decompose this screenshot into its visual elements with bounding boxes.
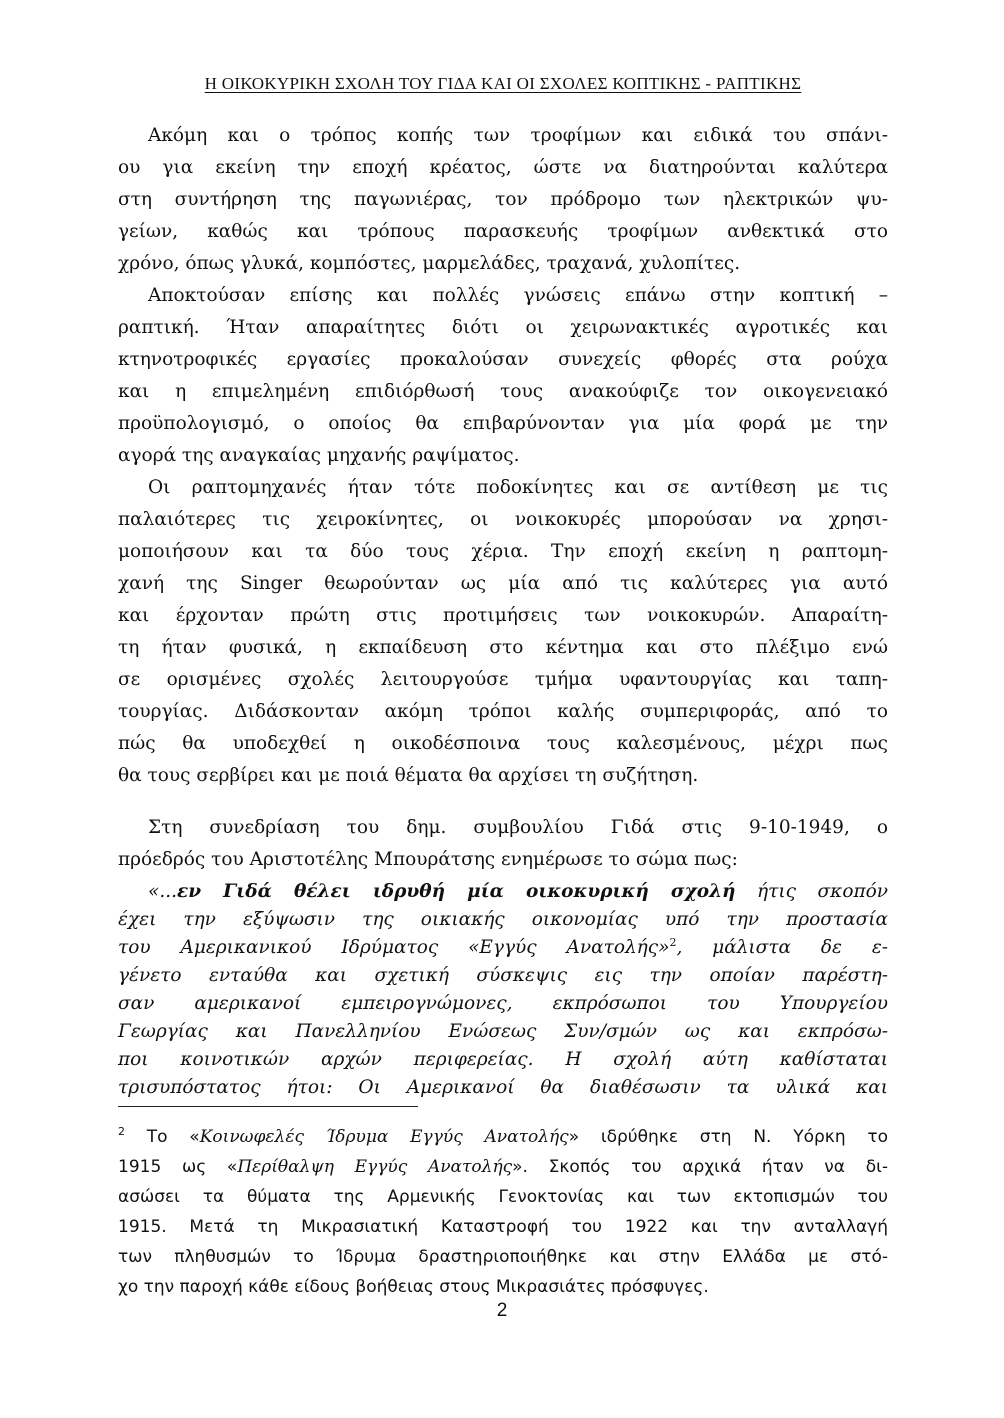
footnote-title: Κοινωφελές Ίδρυμα Εγγύς Ανατολής <box>199 1127 569 1147</box>
body-line: Αποκτούσαν επίσης και πολλές γνώσεις επάνω στην κοπτική – <box>148 285 888 306</box>
body-line: και έρχονταν πρώτη στις προτιμήσεις των νοικοκυρών. Απαραίτη- <box>118 605 888 626</box>
body-line: αγορά της αναγκαίας μηχανής ραψίματος. <box>118 445 520 466</box>
footnote-line: των πληθυσμών το Ίδρυμα δραστηριοποιήθηκε και στην Ελλάδα με στό- <box>118 1247 888 1267</box>
body-line: και η επιμελημένη επιδιόρθωσή τους ανακούφιζε τον οικογενειακό <box>118 381 888 402</box>
footnote-separator <box>118 1106 418 1107</box>
quote-line: έχει την εξύψωσιν της οικιακής οικονομίας υπό την προστασία <box>118 909 888 930</box>
footnote-line: χο την παροχή κάθε είδους βοήθειας στους Μικρασιάτες πρόσφυγες. <box>118 1277 709 1297</box>
quote-text: ήτις σκοπόν <box>735 881 888 902</box>
quote-line: τρισυπόστατος ήτοι: Οι Αμερικανοί θα διαθέσωσιν τα υλικά και <box>118 1077 888 1098</box>
body-line: γείων, καθώς και τρόπους παρασκευής τροφίμων ανθεκτικά στο <box>118 221 888 242</box>
body-line: παλαιότερες τις χειροκίνητες, οι νοικοκυρές μπορούσαν να χρησι- <box>118 509 888 530</box>
quote-line: Γεωργίας και Πανελληνίου Ενώσεως Συν/σμών ως και εκπρόσω- <box>118 1021 888 1042</box>
quote-text: , μάλιστα δε ε- <box>676 937 888 958</box>
body-line: μοποιήσουν και τα δύο τους χέρια. Την εποχή εκείνη η ραπτομη- <box>118 541 888 562</box>
body-line: Ακόμη και ο τρόπος κοπής των τροφίμων και ειδικά του σπάνι- <box>148 125 888 146</box>
body-line: θα τους σερβίρει και με ποιά θέματα θα αρχίσει τη συζήτηση. <box>118 765 699 786</box>
body-line: κτηνοτροφικές εργασίες προκαλούσαν συνεχείς φθορές στα ρούχα <box>118 349 888 370</box>
body-line: πώς θα υποδεχθεί η οικοδέσποινα τους καλεσμένους, μέχρι πως <box>118 733 888 754</box>
body-line: πρόεδρός του Αριστοτέλης Μπουράτσης ενημέρωσε το σώμα πως: <box>118 849 738 870</box>
body-line: τη ήταν φυσικά, η εκπαίδευση στο κέντημα και στο πλέξιμο ενώ <box>118 637 888 658</box>
quote-line: ποι κοινοτικών αρχών περιφερείας. Η σχολή αύτη καθίσταται <box>118 1049 888 1070</box>
quote-emphasis: εν Γιδά θέλει ιδρυθή μία οικοκυρική σχολή <box>176 881 736 902</box>
footnote-line <box>118 1122 888 1152</box>
quote-text: του Αμερικανικού Ιδρύματος «Εγγύς Ανατολής» <box>118 937 670 958</box>
body-line: χρόνο, όπως γλυκά, κομπόστες, μαρμελάδες, τραχανά, χυλοπίτες. <box>118 253 741 274</box>
body-line: σε ορισμένες σχολές λειτουργούσε τμήμα υφαντουργίας και ταπη- <box>118 669 888 690</box>
body-line: ραπτική. Ήταν απαραίτητες διότι οι χειρωνακτικές αγροτικές και <box>118 317 888 338</box>
footnote-line: ασώσει τα θύματα της Αρμενικής Γενοκτονίας και των εκτοπισμών του <box>118 1187 888 1207</box>
footnote-text: 1915 ως « <box>118 1157 238 1177</box>
footnote-text: » ιδρύθηκε στη Ν. Υόρκη το <box>568 1127 888 1147</box>
footnote-number: 2 <box>118 1125 125 1138</box>
footnote-line: 1915. Μετά τη Μικρασιατική Καταστροφή του 1922 και την ανταλλαγή <box>118 1217 888 1237</box>
running-header: Η ΟΙΚΟΚΥΡΙΚΗ ΣΧΟΛΗ ΤΟΥ ΓΙΔΑ ΚΑΙ ΟΙ ΣΧΟΛΕΣ ΚΟΠΤΙΚΗΣ - ΡΑΠΤΙΚΗΣ <box>204 74 802 93</box>
body-line: στη συντήρηση της παγωνιέρας, τον πρόδρομο των ηλεκτρικών ψυ- <box>118 189 888 210</box>
page-number: 2 <box>496 1300 508 1321</box>
body-line: ου για εκείνη την εποχή κρέατος, ώστε να διατηρούνται καλύτερα <box>118 157 888 178</box>
body-line: προϋπολογισμό, ο οποίος θα επιβαρύνονταν για μία φορά με την <box>118 413 888 434</box>
footnote-text: ». Σκοπός του αρχικά ήταν να δι- <box>512 1157 888 1177</box>
footnote-line <box>118 1152 888 1182</box>
quote-line: γένετο ενταύθα και σχετική σύσκεψις εις την οποίαν παρέστη- <box>118 965 888 986</box>
body-line: Οι ραπτομηχανές ήταν τότε ποδοκίνητες και σε αντίθεση με τις <box>148 477 888 498</box>
body-line: τουργίας. Διδάσκονταν ακόμη τρόποι καλής συμπεριφοράς, από το <box>118 701 888 722</box>
body-line: χανή της Singer θεωρούνταν ως μία από τις καλύτερες για αυτό <box>118 573 888 594</box>
footnote-text: Το « <box>125 1127 200 1147</box>
footnote-title: Περίθαλψη Εγγύς Ανατολής <box>237 1157 513 1177</box>
quote-line: σαν αμερικανοί εμπειρογνώμονες, εκπρόσωποι του Υπουργείου <box>118 993 888 1014</box>
body-line: Στη συνεδρίαση του δημ. συμβουλίου Γιδά στις 9-10-1949, ο <box>148 817 888 838</box>
footnote-reference[interactable]: 2 <box>669 936 677 949</box>
quote-open: «... <box>148 881 177 902</box>
